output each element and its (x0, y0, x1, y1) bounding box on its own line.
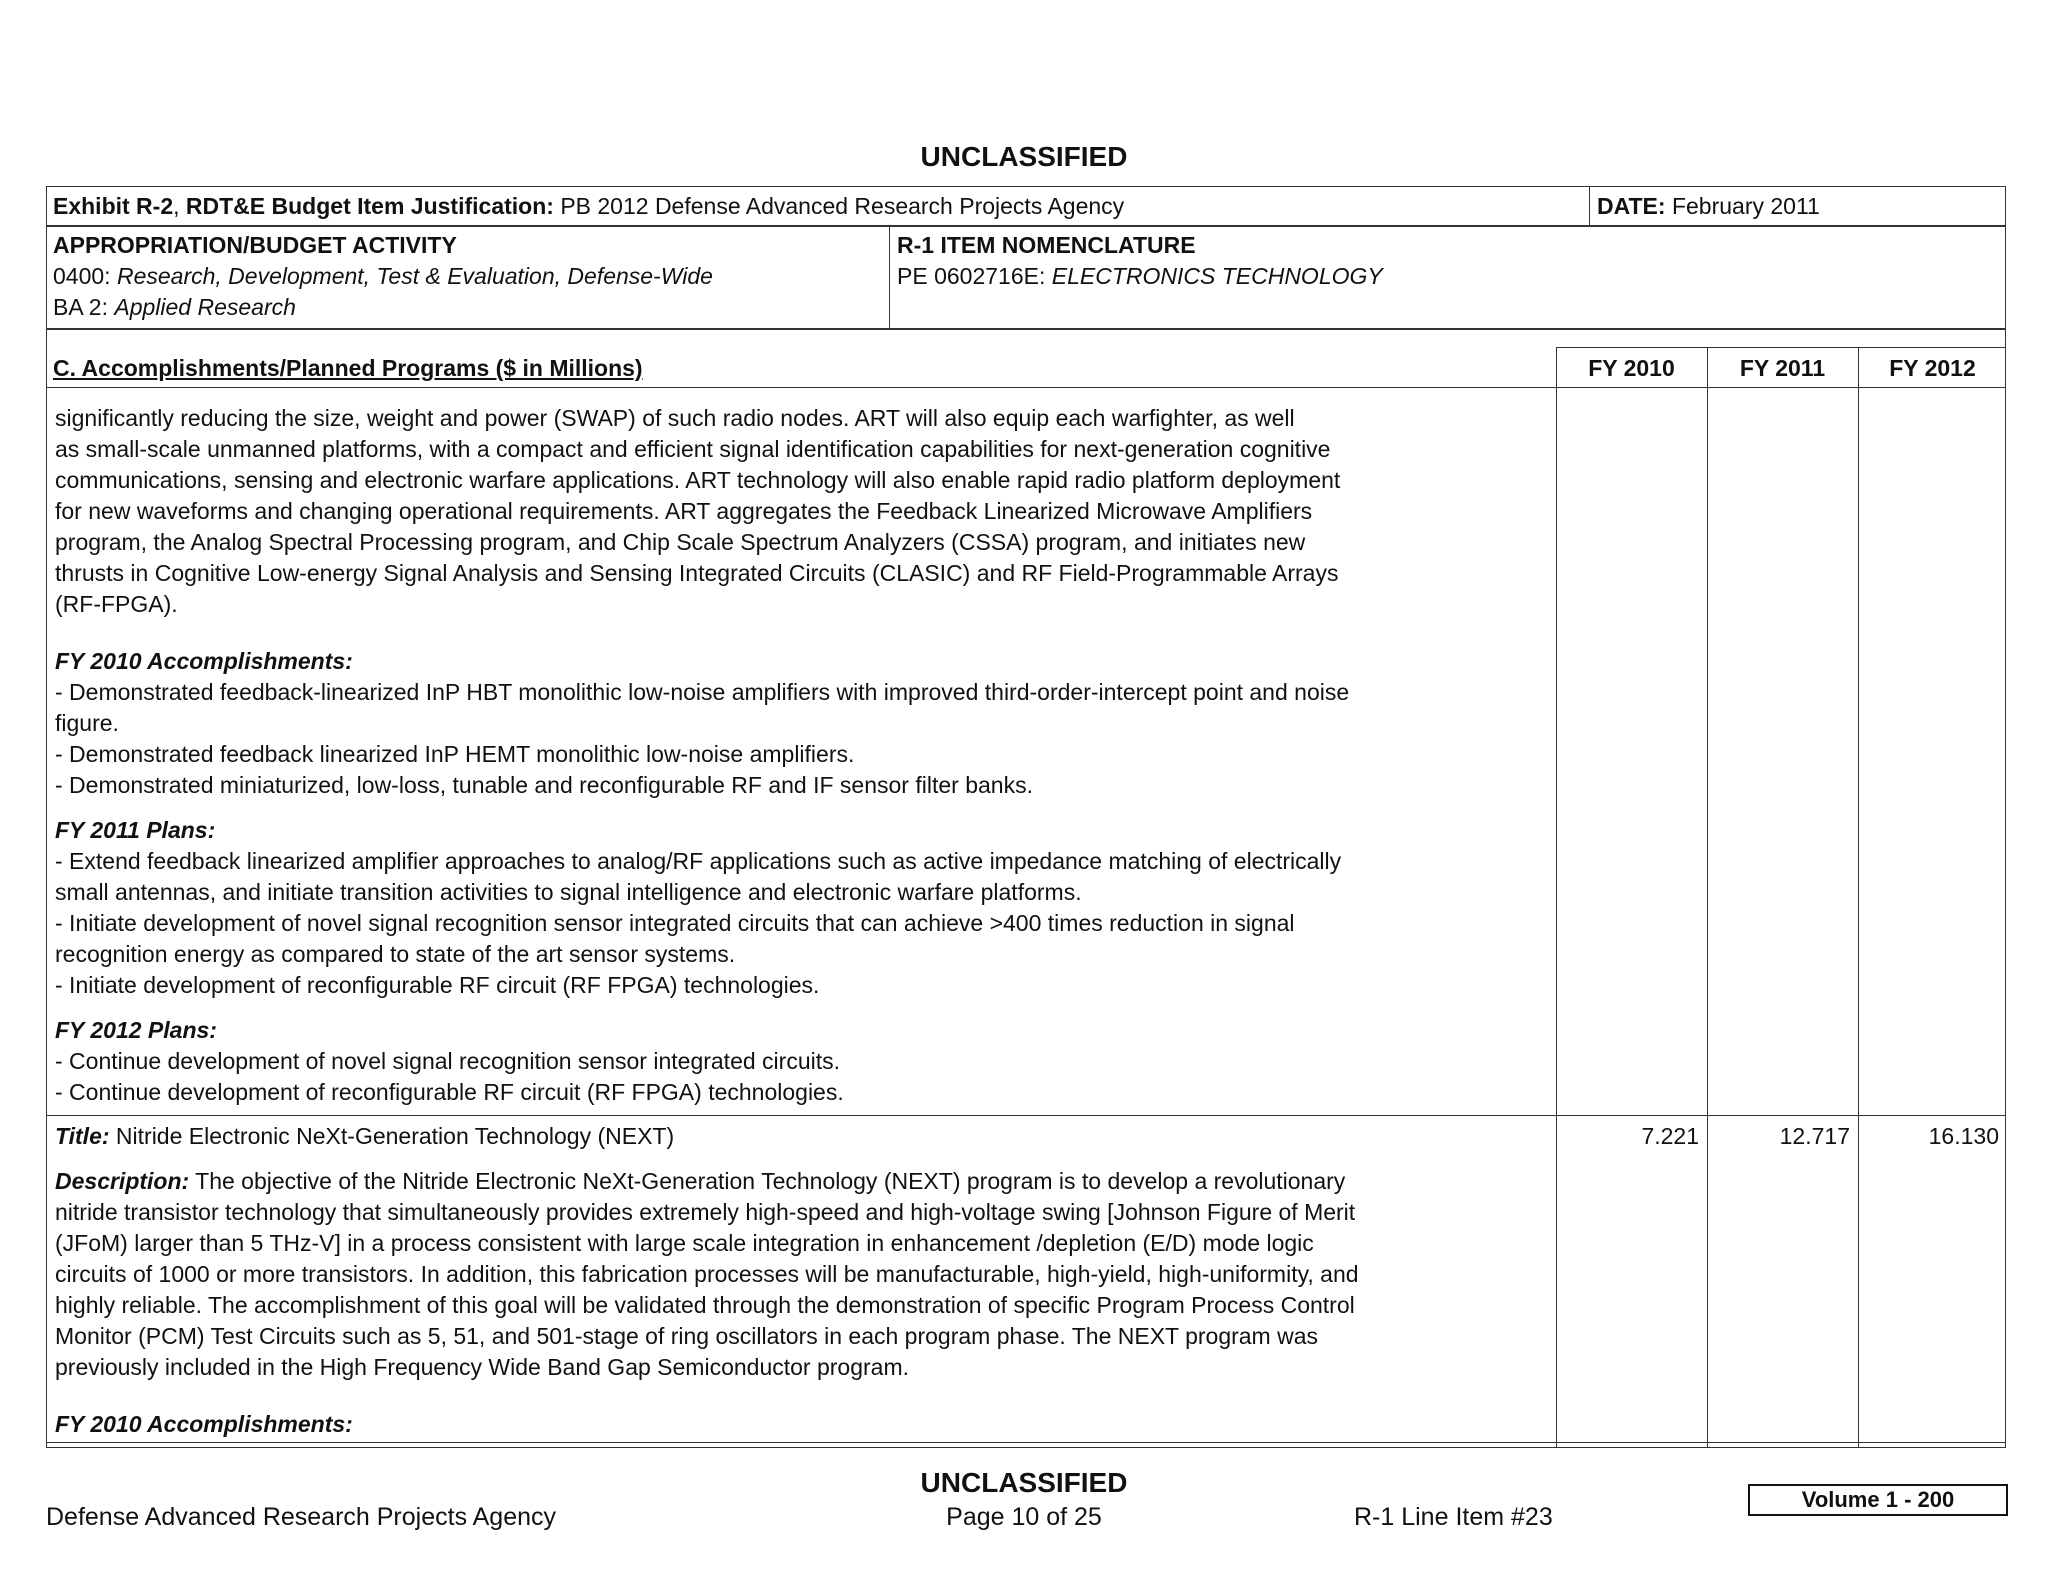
appropriation-row (46, 225, 2006, 330)
bottom-classification: UNCLASSIFIED (920, 1467, 1128, 1498)
text-line: program, the Analog Spectral Processing program, and Chip Scale Spectrum Analyzers (CSSA) program, and initiates new (55, 529, 1306, 555)
exhibit-title: Exhibit R-2, RDT&E Budget Item Justification: PB 2012 Defense Advanced Research Projects Agency (53, 193, 1125, 219)
bullet-line: - Demonstrated feedback linearized InP HEMT monolithic low-noise amplifiers. (55, 741, 855, 767)
text-line: communications, sensing and electronic warfare applications. ART technology will also enable rapid radio platform deployment (55, 467, 1341, 493)
next-program-block (55, 1121, 1550, 1440)
fy2011-heading: FY 2011 Plans: (55, 817, 216, 843)
continued-program-block (55, 403, 1550, 1108)
footer-page: Page 10 of 25 (946, 1503, 1102, 1531)
next-description (55, 1166, 1550, 1383)
bullet-line: - Continue development of reconfigurable RF circuit (RF FPGA) technologies. (55, 1079, 844, 1105)
appropriation-block: APPROPRIATION/BUDGET ACTIVITY 0400: Research, Development, Test & Evaluation, Defense-Wide BA 2: Applied Research (53, 232, 713, 320)
text-line: for new waveforms and changing operational requirements. ART aggregates the Feedback Linearized Microwave Amplifiers (55, 498, 1313, 524)
date-field: DATE: February 2011 (1597, 193, 1820, 219)
fy2010-list (55, 677, 1550, 801)
text-line: as small-scale unmanned platforms, with a compact and efficient signal identification capabilities for next-generation cognitive (55, 436, 1331, 462)
bullet-line: figure. (55, 710, 119, 736)
next-title: Title: Nitride Electronic NeXt-Generation Technology (NEXT) (55, 1123, 675, 1149)
footer-line-item: R-1 Line Item #23 (1354, 1503, 1553, 1531)
exhibit-header-row (46, 186, 2006, 227)
text-line: thrusts in Cognitive Low-energy Signal Analysis and Sensing Integrated Circuits (CLASIC) and RF Field-Programmable Arrays (55, 560, 1339, 586)
top-classification: UNCLASSIFIED (920, 141, 1128, 172)
nomenclature-block: R-1 ITEM NOMENCLATURE PE 0602716E: ELECTRONICS TECHNOLOGY (897, 232, 1383, 289)
bullet-line: - Continue development of novel signal recognition sensor integrated circuits. (55, 1048, 840, 1074)
bullet-line: - Initiate development of novel signal recognition sensor integrated circuits that can achieve >400 times reduction in signal (55, 910, 1295, 936)
description-line: Monitor (PCM) Test Circuits such as 5, 51, and 501-stage of ring oscillators in each program phase. The NEXT program was (55, 1323, 1319, 1349)
description-line: (JFoM) larger than 5 THz-V] in a process consistent with large scale integration in enhancement /depletion (E/D) mode logic (55, 1230, 1314, 1256)
footer-agency: Defense Advanced Research Projects Agency (46, 1503, 557, 1531)
bullet-line: - Initiate development of reconfigurable RF circuit (RF FPGA) technologies. (55, 972, 820, 998)
text-line: (RF-FPGA). (55, 591, 178, 617)
text-line: significantly reducing the size, weight and power (SWAP) of such radio nodes. ART will also equip each warfighter, as well (55, 405, 1295, 431)
description-line: circuits of 1000 or more transistors. In addition, this fabrication processes will be manufacturable, high-yield, high-uniformity, and (55, 1261, 1359, 1287)
bullet-line: - Extend feedback linearized amplifier approaches to analog/RF applications such as active impedance matching of electrically (55, 848, 1342, 874)
fy2012-list (55, 1046, 1550, 1108)
description-line: Description: The objective of the Nitride Electronic NeXt-Generation Technology (NEXT) program is to develop a revolutionary (55, 1168, 1346, 1194)
fy2010-heading: FY 2010 Accomplishments: (55, 648, 353, 674)
col-fy2010: FY 2010 (1588, 355, 1675, 381)
fy2011-list (55, 846, 1550, 1001)
next-fy2011-value: 12.717 (1779, 1123, 1850, 1149)
fy2012-heading: FY 2012 Plans: (55, 1017, 217, 1043)
section-title: C. Accomplishments/Planned Programs ($ in Millions) (53, 355, 643, 381)
next-fy2010-value: 7.221 (1641, 1123, 1699, 1149)
bullet-line: small antennas, and initiate transition activities to signal intelligence and electronic warfare platforms. (55, 879, 1082, 905)
col-fy2012: FY 2012 (1889, 355, 1976, 381)
next-fy2010-heading: FY 2010 Accomplishments: (55, 1411, 353, 1437)
bullet-line: - Demonstrated feedback-linearized InP HBT monolithic low-noise amplifiers with improved third-order-intercept point and noise (55, 679, 1350, 705)
bullet-line: - Demonstrated miniaturized, low-loss, tunable and reconfigurable RF and IF sensor filter banks. (55, 772, 1033, 798)
bullet-line: recognition energy as compared to state of the art sensor systems. (55, 941, 736, 967)
description-line: previously included in the High Frequency Wide Band Gap Semiconductor program. (55, 1354, 909, 1380)
description-line: highly reliable. The accomplishment of this goal will be validated through the demonstration of specific Program Process Control (55, 1292, 1355, 1318)
col-fy2011: FY 2011 (1739, 355, 1826, 381)
volume-box: Volume 1 - 200 (1748, 1484, 2008, 1516)
description-line: nitride transistor technology that simultaneously provides extremely high-speed and high-voltage swing [Johnson Figure of Merit (55, 1199, 1356, 1225)
next-fy2012-value: 16.130 (1928, 1123, 1999, 1149)
programs-table (46, 328, 2006, 1448)
program-intro-text (55, 403, 1550, 620)
